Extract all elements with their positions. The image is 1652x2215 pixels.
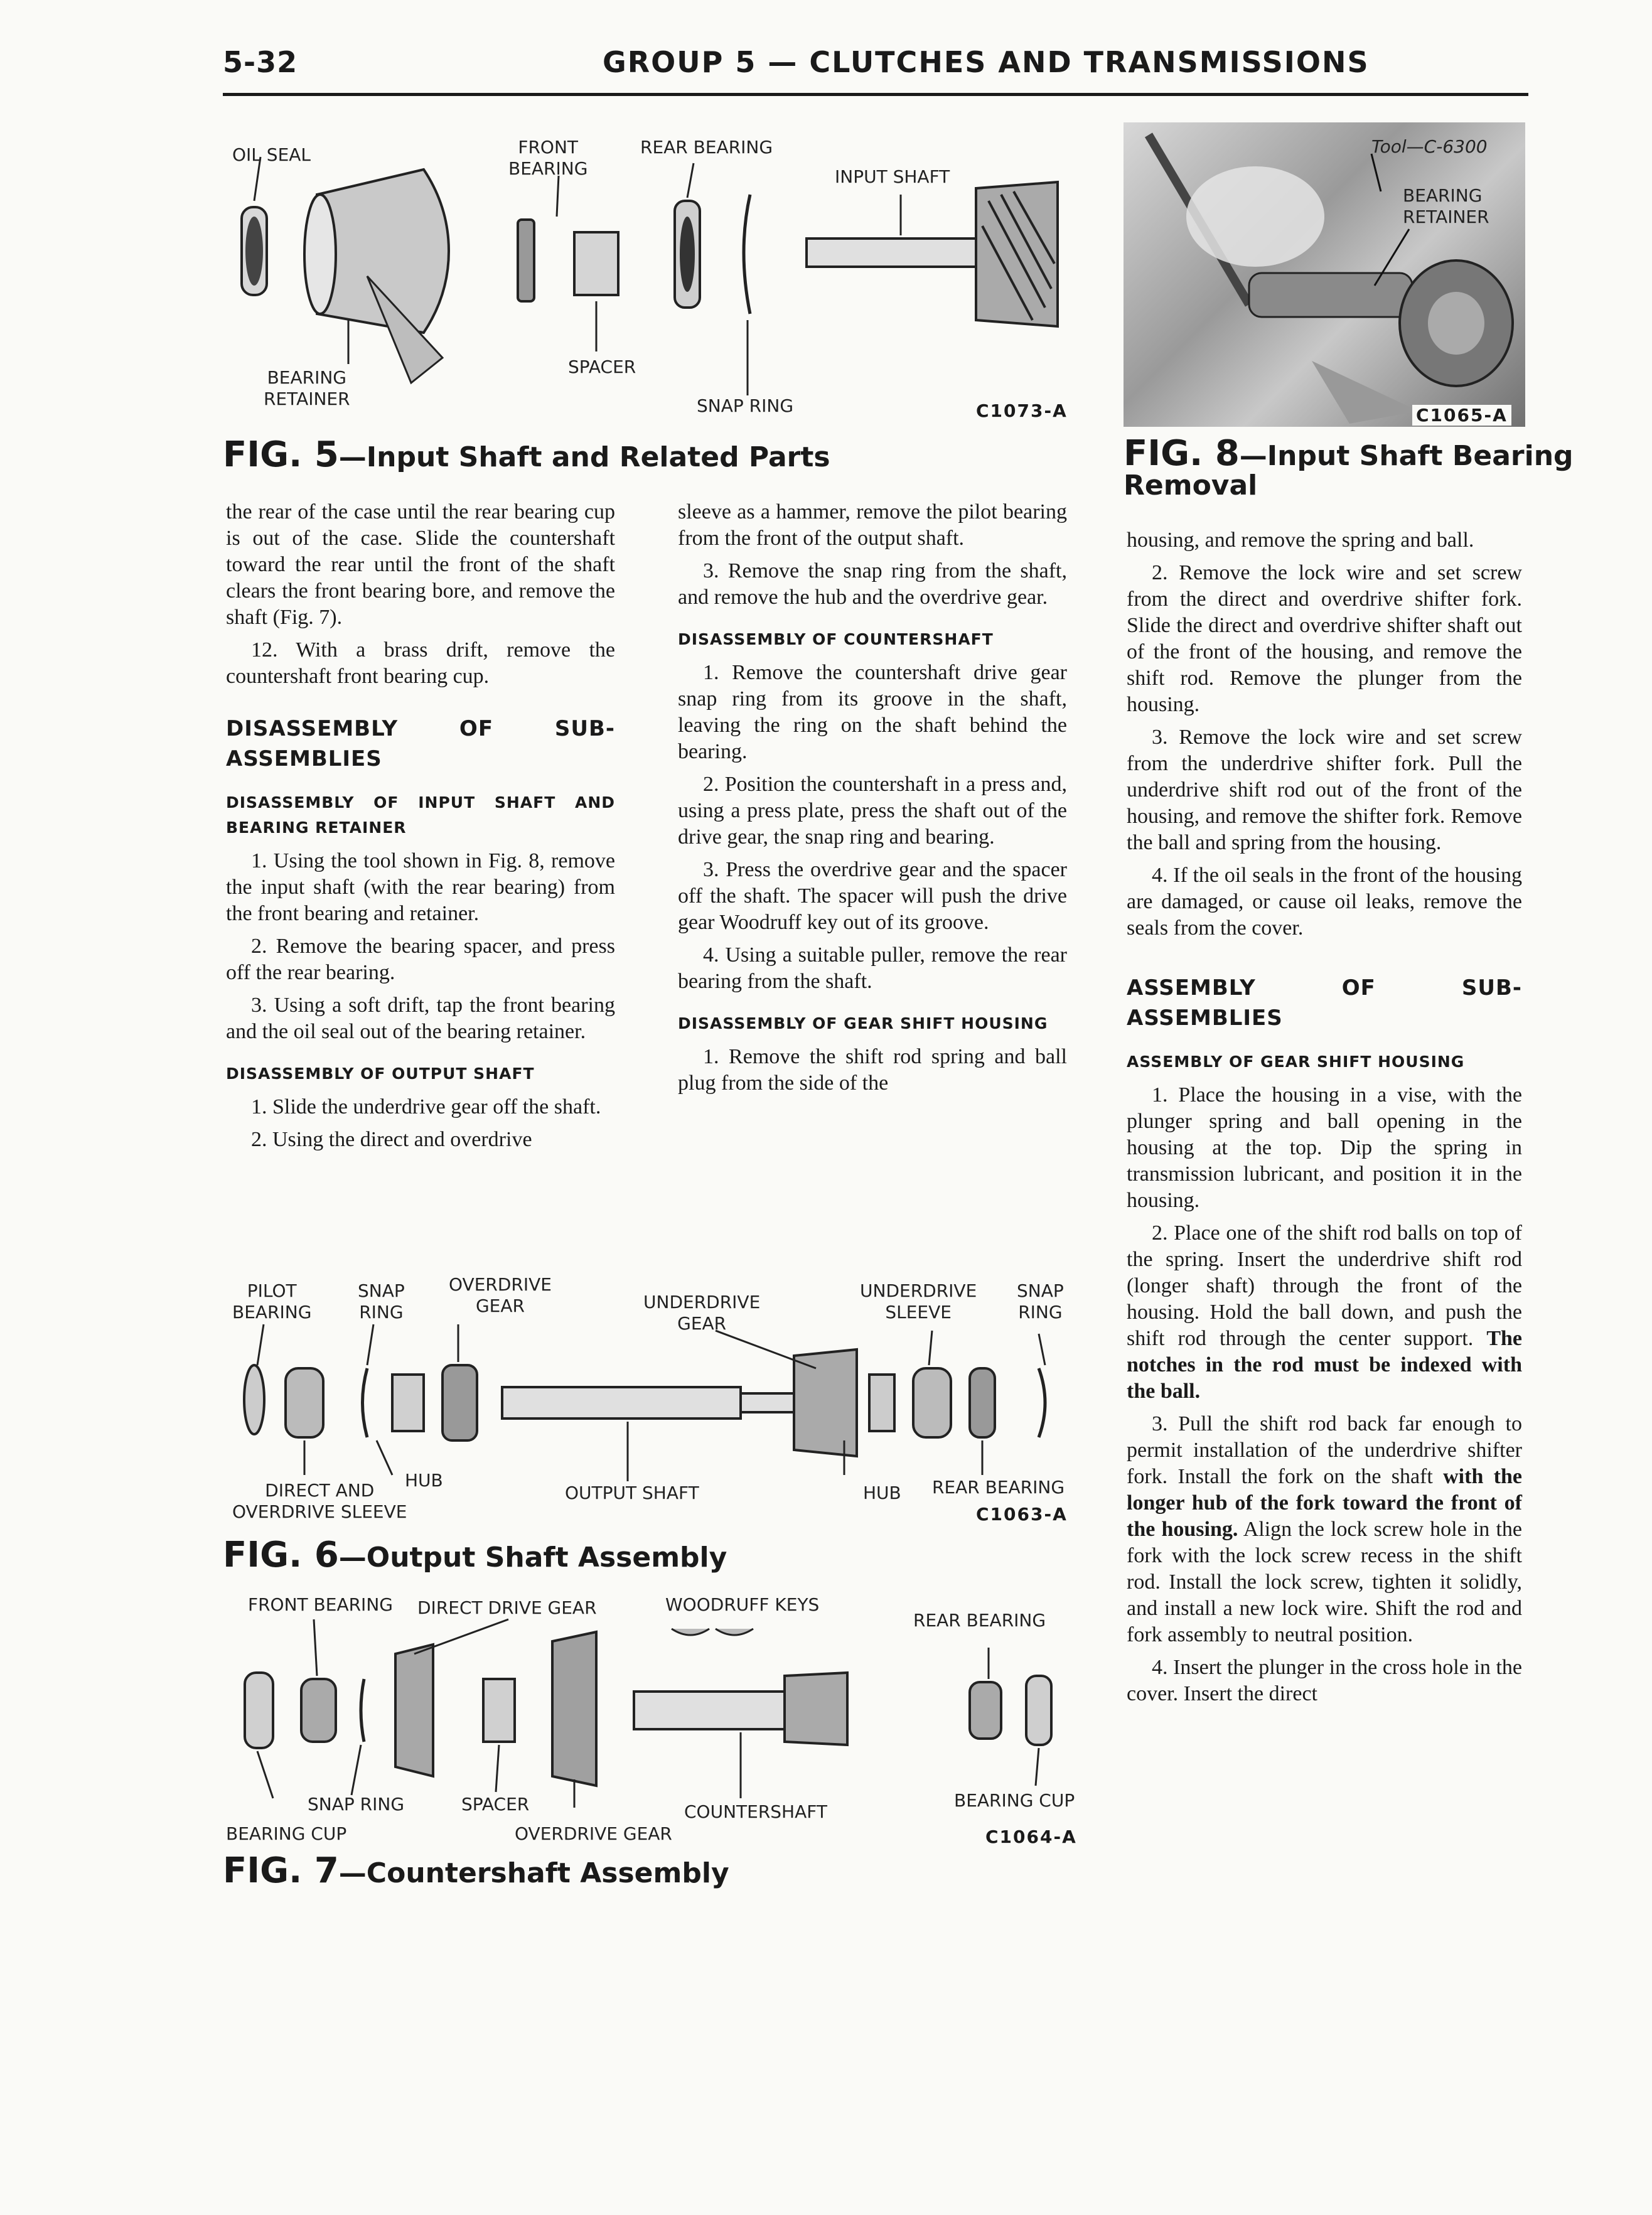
fig6-caption-number: FIG. 6	[223, 1535, 339, 1575]
fig7-label-front-bearing: FRONT BEARING	[248, 1594, 393, 1615]
fig5-label-snap-ring: SNAP RING	[697, 395, 794, 416]
fig7-label-bearing-cup-right: BEARING CUP	[954, 1790, 1075, 1811]
col2-para-4: 2. Position the countershaft in a press and, using a press plate, press the shaft out of the drive gear, the snap ring and bearing.	[678, 773, 1067, 849]
fig6-caption-text: —Output Shaft Assembly	[338, 1542, 727, 1574]
fig6-label-rear-bearing: REAR BEARING	[932, 1477, 1065, 1498]
col2-para-7: 1. Remove the shift rod spring and ball plug from the side of the	[678, 1045, 1067, 1095]
fig7-label-woodruff-keys: WOODRUFF KEYS	[665, 1594, 820, 1615]
col2-heading-countershaft: DISASSEMBLY OF COUNTERSHAFT	[678, 630, 994, 648]
fig5-label-rear-bearing: REAR BEARING	[640, 137, 773, 158]
col2-para-2: 3. Remove the snap ring from the shaft, and remove the hub and the overdrive gear.	[678, 559, 1067, 609]
fig5-caption-number: FIG. 5	[223, 434, 339, 475]
col3-para-5: 1. Place the housing in a vise, with the plunger spring and ball opening in the housing at the top. Dip the spring in transmission lubricant, and position it in the housing.	[1127, 1083, 1522, 1212]
fig7-label-overdrive-gear: OVERDRIVE GEAR	[515, 1823, 672, 1844]
col1-para-4: 2. Remove the bearing spacer, and press off the rear bearing.	[226, 935, 615, 984]
col3-para-6-text: 2. Place one of the shift rod balls on top of the spring. Insert the underdrive shift rod (longer shaft) through the front of the housing. Hold the ball down, and push the shift rod through the center support.	[1127, 1221, 1522, 1350]
col2-para-1: sleeve as a hammer, remove the pilot bearing from the front of the output shaft.	[678, 500, 1067, 550]
col3-para-7	[1127, 1411, 1522, 1648]
fig7-caption-number: FIG. 7	[223, 1850, 339, 1891]
col3-para-1: housing, and remove the spring and ball.	[1127, 528, 1474, 552]
col1-para-7: 2. Using the direct and overdrive	[251, 1128, 532, 1151]
fig8-code: C1065-A	[1412, 405, 1511, 426]
col3-para-6	[1127, 1220, 1522, 1405]
fig7-code: C1064-A	[985, 1826, 1077, 1847]
fig7-label-countershaft: COUNTERSHAFT	[684, 1801, 827, 1822]
fig7-caption-text: —Countershaft Assembly	[338, 1857, 729, 1889]
fig5-illustration	[223, 132, 1089, 433]
fig6-caption	[223, 1535, 727, 1575]
fig5-caption	[223, 434, 830, 475]
fig6-label-output-shaft: OUTPUT SHAFT	[565, 1483, 699, 1503]
fig8-caption-text: —Input Shaft Bearing	[1239, 440, 1574, 472]
fig7-caption	[223, 1850, 729, 1891]
col1-heading-input-shaft: DISASSEMBLY OF INPUT SHAFT AND BEARING RETAINER	[226, 793, 615, 837]
col1-para-1: the rear of the case until the rear bearing cup is out of the case. Slide the countershaft toward the rear until the front of the shaft clears the front bearing bore, and remove the shaft (Fig. 7).	[226, 500, 615, 629]
col1-para-6: 1. Slide the underdrive gear off the shaft.	[251, 1095, 601, 1118]
col1-para-2: 12. With a brass drift, remove the countershaft front bearing cup.	[226, 638, 615, 688]
col3-para-7-bold: with the longer hub of the fork toward the front of the housing.	[1127, 1465, 1522, 1541]
fig6-label-overdrive-gear: OVERDRIVE GEAR	[449, 1274, 552, 1316]
col1-heading-disassembly: DISASSEMBLY OF SUB-ASSEMBLIES	[226, 716, 615, 771]
col2-para-5: 3. Press the overdrive gear and the spacer off the shaft. The spacer will push the drive gear Woodruff key out of its groove.	[678, 858, 1067, 934]
col3-para-4: 4. If the oil seals in the front of the housing are damaged, or cause oil leaks, remove the seals from the cover.	[1127, 864, 1522, 940]
col2-heading-gear-shift: DISASSEMBLY OF GEAR SHIFT HOUSING	[678, 1014, 1048, 1032]
fig6-label-pilot-bearing: PILOT BEARING	[232, 1280, 312, 1322]
col2-para-6: 4. Using a suitable puller, remove the rear bearing from the shaft.	[678, 943, 1067, 993]
fig7-label-direct-drive-gear: DIRECT DRIVE GEAR	[417, 1597, 597, 1618]
col3-para-2: 2. Remove the lock wire and set screw from the direct and overdrive shifter fork. Slide the direct and overdrive shifter shaft out of the front of the housing, and remove the shift rod. Remove the plunger from the housing.	[1127, 561, 1522, 716]
fig7-label-snap-ring: SNAP RING	[308, 1794, 405, 1815]
col3-para-7-text-c: Align the lock screw hole in the fork with the lock screw recess in the shift rod. Install the lock screw, tighten it solidly, and install a new lock wire. Shift the rod and fork assembly to neutral position.	[1127, 1518, 1522, 1646]
fig5-drawing	[223, 132, 1089, 433]
col1-heading-output-shaft: DISASSEMBLY OF OUTPUT SHAFT	[226, 1065, 535, 1083]
column-2	[678, 499, 1067, 1103]
fig6-label-hub-left: HUB	[405, 1470, 443, 1491]
fig5-code: C1073-A	[976, 400, 1068, 421]
header-rule	[223, 93, 1528, 96]
fig6-label-underdrive-gear: UNDERDRIVE GEAR	[643, 1292, 761, 1334]
fig6-label-hub-right: HUB	[863, 1483, 901, 1503]
col3-para-8: 4. Insert the plunger in the cross hole in the cover. Insert the direct	[1127, 1656, 1522, 1705]
fig7-label-bearing-cup-left: BEARING CUP	[226, 1823, 347, 1844]
fig6-code: C1063-A	[976, 1504, 1068, 1525]
fig7-illustration	[226, 1585, 1086, 1848]
fig6-label-snap-ring-left: SNAP RING	[358, 1280, 405, 1322]
fig7-label-rear-bearing: REAR BEARING	[913, 1610, 1046, 1631]
fig6-label-underdrive-sleeve: UNDERDRIVE SLEEVE	[860, 1280, 977, 1322]
col3-para-3: 3. Remove the lock wire and set screw from the underdrive shifter fork. Pull the underdrive shift rod out of the front of the housing, and remove the shifter fork. Remove the ball and spring from the housing.	[1127, 726, 1522, 854]
fig8-caption	[1124, 433, 1574, 474]
fig5-caption-text: —Input Shaft and Related Parts	[338, 441, 830, 473]
fig5-label-front-bearing: FRONT BEARING	[508, 137, 588, 179]
page-title: GROUP 5 — CLUTCHES AND TRANSMISSIONS	[603, 45, 1370, 79]
fig5-label-oil-seal: OIL SEAL	[232, 144, 311, 165]
col2-para-3: 1. Remove the countershaft drive gear snap ring from its groove in the shaft, leaving the ring on the shaft behind the bearing.	[678, 661, 1067, 763]
col1-para-5: 3. Using a soft drift, tap the front bearing and the oil seal out of the bearing retainer.	[226, 994, 615, 1043]
col3-heading-assembly: ASSEMBLY OF SUB-ASSEMBLIES	[1127, 975, 1522, 1031]
fig5-label-bearing-retainer: BEARING RETAINER	[264, 367, 350, 409]
fig8-label-tool: Tool—C-6300	[1371, 136, 1488, 157]
fig7-label-spacer: SPACER	[461, 1794, 530, 1815]
fig8-photo	[1124, 122, 1525, 427]
fig6-label-snap-ring-right: SNAP RING	[1017, 1280, 1064, 1322]
fig8-caption-line2: Removal	[1124, 469, 1258, 501]
fig8-label-bearing-retainer: BEARING RETAINER	[1403, 185, 1489, 227]
col3-para-7-text-a: 3. Pull the shift rod back far enough to permit installation of the underdrive shifter fork. Install the fork on the shaft	[1127, 1412, 1522, 1488]
fig8-caption-number: FIG. 8	[1124, 433, 1240, 474]
col3-para-6-bold: The notches in the rod must be indexed with the ball.	[1127, 1327, 1523, 1403]
fig6-illustration	[226, 1274, 1080, 1525]
column-1	[226, 499, 615, 1159]
fig6-label-direct-sleeve: DIRECT AND OVERDRIVE SLEEVE	[232, 1480, 407, 1522]
fig5-label-spacer: SPACER	[568, 357, 636, 377]
fig8-drawing	[1124, 122, 1525, 427]
col3-heading-gear-shift: ASSEMBLY OF GEAR SHIFT HOUSING	[1127, 1053, 1465, 1071]
fig5-label-input-shaft: INPUT SHAFT	[835, 166, 950, 187]
col1-para-3: 1. Using the tool shown in Fig. 8, remove the input shaft (with the rear bearing) from the front bearing and retainer.	[226, 849, 615, 925]
column-3	[1127, 527, 1522, 1714]
page-number: 5-32	[223, 45, 298, 79]
